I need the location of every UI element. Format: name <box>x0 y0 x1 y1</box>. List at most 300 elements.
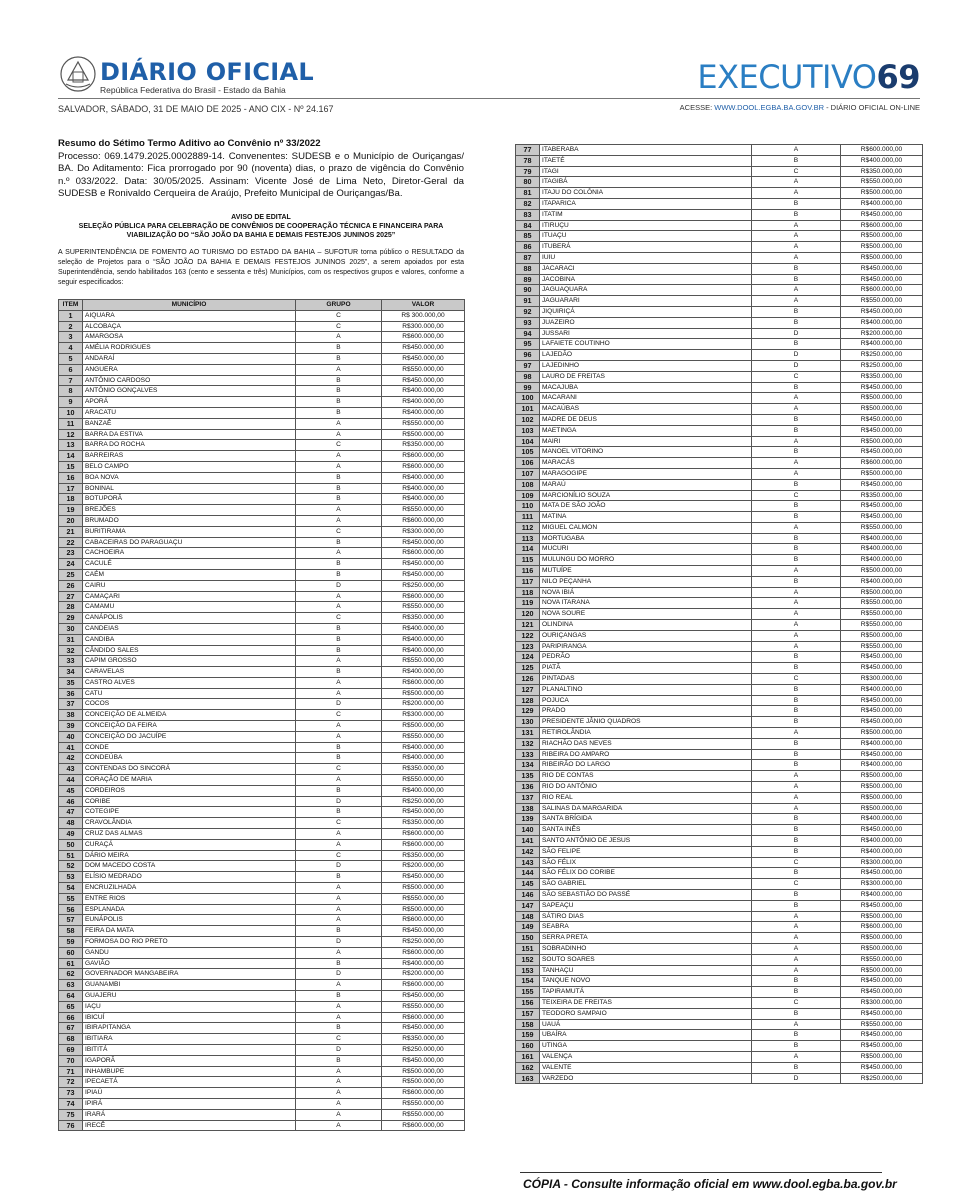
row-valor: R$500.000,00 <box>382 1077 465 1088</box>
row-municipio: SOUTO SOARES <box>540 954 752 965</box>
row-valor: R$600.000,00 <box>841 285 923 296</box>
row-municipio: ITAETÉ <box>540 155 752 166</box>
row-valor: R$450.000,00 <box>382 353 465 364</box>
table-row <box>516 1041 923 1052</box>
row-item-number: 62 <box>59 969 83 980</box>
row-grupo: B <box>752 317 841 328</box>
row-item-number: 102 <box>516 414 540 425</box>
row-municipio: ITAGI <box>540 166 752 177</box>
row-item-number: 87 <box>516 252 540 263</box>
row-grupo: A <box>752 792 841 803</box>
newspaper-brand: DIÁRIO OFICIAL <box>100 58 314 86</box>
table-row <box>516 371 923 382</box>
table-row <box>516 252 923 263</box>
row-municipio: IBITIARA <box>83 1034 296 1045</box>
row-grupo: D <box>296 861 382 872</box>
table-row <box>59 958 465 969</box>
row-item-number: 133 <box>516 749 540 760</box>
row-municipio: DOM MACEDO COSTA <box>83 861 296 872</box>
row-grupo: B <box>296 494 382 505</box>
table-row <box>59 991 465 1002</box>
row-grupo: B <box>752 447 841 458</box>
row-grupo: A <box>752 296 841 307</box>
row-valor: R$600.000,00 <box>841 458 923 469</box>
row-item-number: 69 <box>59 1044 83 1055</box>
row-item-number: 108 <box>516 479 540 490</box>
row-municipio: MULUNGU DO MORRO <box>540 555 752 566</box>
table-row <box>59 731 465 742</box>
table-header-row <box>59 300 465 311</box>
row-item-number: 14 <box>59 451 83 462</box>
row-municipio: TEIXEIRA DE FREITAS <box>540 997 752 1008</box>
access-url-link[interactable]: WWW.DOOL.EGBA.BA.GOV.BR <box>714 103 825 112</box>
table-row <box>59 461 465 472</box>
table-row <box>59 742 465 753</box>
row-grupo: A <box>752 965 841 976</box>
table-row <box>516 717 923 728</box>
row-item-number: 12 <box>59 429 83 440</box>
row-municipio: CONDEÚBA <box>83 753 296 764</box>
row-grupo: B <box>752 1041 841 1052</box>
row-valor: R$450.000,00 <box>841 976 923 987</box>
row-municipio: CÂNDIDO SALES <box>83 645 296 656</box>
row-valor: R$600.000,00 <box>382 829 465 840</box>
row-valor: R$450.000,00 <box>841 825 923 836</box>
row-item-number: 143 <box>516 857 540 868</box>
column-header-municipio: MUNICÍPIO <box>83 300 296 311</box>
table-row <box>59 969 465 980</box>
table-row <box>516 879 923 890</box>
row-item-number: 51 <box>59 850 83 861</box>
row-item-number: 149 <box>516 922 540 933</box>
row-municipio: PARIPIRANGA <box>540 641 752 652</box>
header-divider <box>58 98 920 99</box>
table-row <box>516 933 923 944</box>
row-item-number: 74 <box>59 1098 83 1109</box>
table-row <box>59 1120 465 1131</box>
row-item-number: 58 <box>59 926 83 937</box>
row-item-number: 70 <box>59 1055 83 1066</box>
row-municipio: GAVIÃO <box>83 958 296 969</box>
table-row <box>516 274 923 285</box>
row-valor: R$450.000,00 <box>841 414 923 425</box>
row-valor: R$600.000,00 <box>841 220 923 231</box>
row-valor: R$550.000,00 <box>841 296 923 307</box>
table-row <box>516 360 923 371</box>
table-row <box>516 782 923 793</box>
table-row <box>59 569 465 580</box>
table-row <box>59 1066 465 1077</box>
row-valor: R$450.000,00 <box>382 991 465 1002</box>
row-municipio: ITIRUÇU <box>540 220 752 231</box>
table-row <box>59 710 465 721</box>
row-item-number: 78 <box>516 155 540 166</box>
row-grupo: A <box>752 566 841 577</box>
row-municipio: FEIRA DA MATA <box>83 926 296 937</box>
row-valor: R$400.000,00 <box>841 339 923 350</box>
table-row <box>59 1001 465 1012</box>
row-municipio: JACOBINA <box>540 274 752 285</box>
table-row <box>59 1055 465 1066</box>
row-valor: R$250.000,00 <box>841 350 923 361</box>
row-grupo: B <box>752 198 841 209</box>
row-municipio: CARAVELAS <box>83 667 296 678</box>
row-item-number: 134 <box>516 760 540 771</box>
row-municipio: OURIÇANGAS <box>540 630 752 641</box>
row-valor: R$500.000,00 <box>382 429 465 440</box>
row-valor: R$500.000,00 <box>841 933 923 944</box>
row-grupo: B <box>752 836 841 847</box>
row-item-number: 101 <box>516 404 540 415</box>
row-grupo: D <box>752 328 841 339</box>
row-valor: R$350.000,00 <box>382 613 465 624</box>
row-municipio: PIATÃ <box>540 663 752 674</box>
table-row <box>59 1098 465 1109</box>
row-valor: R$450.000,00 <box>841 749 923 760</box>
row-grupo: A <box>752 598 841 609</box>
row-grupo: B <box>752 155 841 166</box>
row-valor: R$400.000,00 <box>841 814 923 825</box>
table-row <box>59 429 465 440</box>
table-row <box>59 893 465 904</box>
row-item-number: 60 <box>59 947 83 958</box>
row-municipio: AMARGOSA <box>83 332 296 343</box>
row-valor: R$350.000,00 <box>841 371 923 382</box>
row-grupo: B <box>296 785 382 796</box>
row-valor: R$500.000,00 <box>841 943 923 954</box>
row-valor: R$ 300.000,00 <box>382 310 465 321</box>
row-valor: R$250.000,00 <box>841 1073 923 1084</box>
table-row <box>516 738 923 749</box>
row-item-number: 40 <box>59 731 83 742</box>
row-item-number: 142 <box>516 846 540 857</box>
row-grupo: B <box>752 695 841 706</box>
row-grupo: A <box>296 947 382 958</box>
table-row <box>516 458 923 469</box>
row-item-number: 115 <box>516 555 540 566</box>
row-grupo: A <box>752 242 841 253</box>
row-grupo: C <box>752 879 841 890</box>
row-grupo: A <box>752 728 841 739</box>
row-grupo: A <box>752 922 841 933</box>
table-row <box>516 490 923 501</box>
row-grupo: A <box>752 188 841 199</box>
table-row <box>59 407 465 418</box>
column-header-item: ITEM <box>59 300 83 311</box>
row-municipio: CORAÇÃO DE MARIA <box>83 775 296 786</box>
row-valor: R$400.000,00 <box>382 472 465 483</box>
row-valor: R$450.000,00 <box>841 512 923 523</box>
row-municipio: CATU <box>83 688 296 699</box>
row-grupo: A <box>296 332 382 343</box>
table-row <box>59 699 465 710</box>
row-valor: R$500.000,00 <box>841 587 923 598</box>
row-valor: R$300.000,00 <box>382 321 465 332</box>
row-item-number: 156 <box>516 997 540 1008</box>
table-row <box>59 915 465 926</box>
table-row <box>516 728 923 739</box>
row-municipio: BOA NOVA <box>83 472 296 483</box>
table-row <box>59 580 465 591</box>
row-grupo: C <box>752 857 841 868</box>
row-municipio: ENCRUZILHADA <box>83 883 296 894</box>
row-grupo: A <box>752 620 841 631</box>
table-row <box>516 997 923 1008</box>
table-row <box>59 472 465 483</box>
row-municipio: MATA DE SÃO JOÃO <box>540 501 752 512</box>
table-row <box>59 1088 465 1099</box>
row-grupo: B <box>296 537 382 548</box>
row-municipio: IUIU <box>540 252 752 263</box>
row-valor: R$550.000,00 <box>841 598 923 609</box>
row-grupo: A <box>296 451 382 462</box>
row-grupo: B <box>752 263 841 274</box>
row-municipio: TANQUE NOVO <box>540 976 752 987</box>
row-valor: R$450.000,00 <box>382 1023 465 1034</box>
table-row <box>516 803 923 814</box>
row-municipio: MAIRI <box>540 436 752 447</box>
row-grupo: B <box>752 209 841 220</box>
row-valor: R$250.000,00 <box>382 580 465 591</box>
row-valor: R$400.000,00 <box>382 645 465 656</box>
row-municipio: JAGUARARI <box>540 296 752 307</box>
row-grupo: B <box>752 868 841 879</box>
table-row <box>59 332 465 343</box>
row-item-number: 67 <box>59 1023 83 1034</box>
row-municipio: BOTUPORÃ <box>83 494 296 505</box>
table-row <box>516 674 923 685</box>
row-grupo: A <box>296 1012 382 1023</box>
row-grupo: A <box>296 429 382 440</box>
row-grupo: D <box>752 1073 841 1084</box>
row-municipio: VALENÇA <box>540 1051 752 1062</box>
row-municipio: SANTA INÊS <box>540 825 752 836</box>
row-item-number: 42 <box>59 753 83 764</box>
row-municipio: SÃO SEBASTIÃO DO PASSÉ <box>540 889 752 900</box>
row-item-number: 71 <box>59 1066 83 1077</box>
row-item-number: 8 <box>59 386 83 397</box>
row-valor: R$450.000,00 <box>841 663 923 674</box>
row-municipio: SERRA PRETA <box>540 933 752 944</box>
row-valor: R$550.000,00 <box>841 609 923 620</box>
row-item-number: 82 <box>516 198 540 209</box>
row-item-number: 114 <box>516 544 540 555</box>
row-municipio: MARCIONÍLIO SOUZA <box>540 490 752 501</box>
row-municipio: PLANALTINO <box>540 684 752 695</box>
row-item-number: 68 <box>59 1034 83 1045</box>
row-municipio: CACHOEIRA <box>83 548 296 559</box>
table-row <box>59 1034 465 1045</box>
row-grupo: C <box>752 997 841 1008</box>
row-item-number: 31 <box>59 634 83 645</box>
row-item-number: 88 <box>516 263 540 274</box>
row-valor: R$400.000,00 <box>841 555 923 566</box>
row-municipio: GANDU <box>83 947 296 958</box>
table-row <box>59 537 465 548</box>
row-municipio: CAÉM <box>83 569 296 580</box>
row-municipio: CAPIM GROSSO <box>83 656 296 667</box>
row-municipio: IPIAÚ <box>83 1088 296 1099</box>
table-row <box>516 760 923 771</box>
row-item-number: 25 <box>59 569 83 580</box>
row-item-number: 9 <box>59 397 83 408</box>
row-grupo: B <box>752 501 841 512</box>
row-municipio: UAUÁ <box>540 1019 752 1030</box>
row-valor: R$400.000,00 <box>382 386 465 397</box>
dateline: SALVADOR, SÁBADO, 31 DE MAIO DE 2025 - ANO CIX - Nº 24.167 <box>58 104 334 114</box>
row-item-number: 57 <box>59 915 83 926</box>
row-municipio: VALENTE <box>540 1062 752 1073</box>
table-row <box>59 526 465 537</box>
row-item-number: 32 <box>59 645 83 656</box>
row-grupo: B <box>752 414 841 425</box>
table-row <box>516 1073 923 1084</box>
row-item-number: 23 <box>59 548 83 559</box>
row-grupo: B <box>296 569 382 580</box>
row-grupo: B <box>752 339 841 350</box>
access-prefix: ACESSE: <box>679 103 715 112</box>
row-valor: R$350.000,00 <box>841 490 923 501</box>
table-row <box>516 641 923 652</box>
table-row <box>516 792 923 803</box>
row-municipio: NOVA IBIÁ <box>540 587 752 598</box>
row-item-number: 113 <box>516 533 540 544</box>
row-valor: R$450.000,00 <box>841 479 923 490</box>
row-item-number: 98 <box>516 371 540 382</box>
row-municipio: AIQUARA <box>83 310 296 321</box>
row-item-number: 11 <box>59 418 83 429</box>
row-grupo: A <box>296 677 382 688</box>
row-municipio: ITAGIBÁ <box>540 177 752 188</box>
row-item-number: 46 <box>59 796 83 807</box>
row-item-number: 1 <box>59 310 83 321</box>
row-grupo: D <box>752 350 841 361</box>
row-item-number: 122 <box>516 630 540 641</box>
row-grupo: A <box>752 220 841 231</box>
row-valor: R$550.000,00 <box>841 1019 923 1030</box>
row-municipio: ANDARAÍ <box>83 353 296 364</box>
table-row <box>516 987 923 998</box>
row-item-number: 33 <box>59 656 83 667</box>
row-valor: R$450.000,00 <box>841 274 923 285</box>
row-valor: R$450.000,00 <box>382 375 465 386</box>
row-municipio: JAGUAQUARA <box>540 285 752 296</box>
row-valor: R$500.000,00 <box>382 721 465 732</box>
row-valor: R$450.000,00 <box>841 209 923 220</box>
row-municipio: MANOEL VITORINO <box>540 447 752 458</box>
row-item-number: 20 <box>59 515 83 526</box>
row-grupo: C <box>296 818 382 829</box>
row-valor: R$450.000,00 <box>382 537 465 548</box>
row-grupo: B <box>296 397 382 408</box>
row-valor: R$600.000,00 <box>382 461 465 472</box>
row-valor: R$600.000,00 <box>382 947 465 958</box>
row-valor: R$500.000,00 <box>382 1066 465 1077</box>
row-municipio: GUAJERU <box>83 991 296 1002</box>
table-row <box>59 591 465 602</box>
notice-heading: AVISO DE EDITAL <box>231 213 291 221</box>
row-grupo: A <box>752 231 841 242</box>
row-valor: R$450.000,00 <box>382 569 465 580</box>
row-grupo: A <box>296 591 382 602</box>
row-grupo: A <box>752 285 841 296</box>
table-row <box>59 623 465 634</box>
row-item-number: 93 <box>516 317 540 328</box>
row-grupo: D <box>296 969 382 980</box>
table-row <box>516 209 923 220</box>
row-grupo: B <box>296 483 382 494</box>
table-row <box>59 764 465 775</box>
table-row <box>516 889 923 900</box>
row-grupo: B <box>296 753 382 764</box>
row-municipio: VARZEDO <box>540 1073 752 1084</box>
row-municipio: NILO PEÇANHA <box>540 576 752 587</box>
row-municipio: LAJEDINHO <box>540 360 752 371</box>
table-row <box>516 771 923 782</box>
row-valor: R$400.000,00 <box>841 155 923 166</box>
table-row <box>59 1044 465 1055</box>
row-valor: R$250.000,00 <box>841 360 923 371</box>
row-grupo: B <box>752 479 841 490</box>
row-valor: R$400.000,00 <box>382 634 465 645</box>
row-item-number: 97 <box>516 360 540 371</box>
row-item-number: 89 <box>516 274 540 285</box>
row-item-number: 37 <box>59 699 83 710</box>
row-municipio: SÃO FELIPE <box>540 846 752 857</box>
row-item-number: 123 <box>516 641 540 652</box>
row-item-number: 110 <box>516 501 540 512</box>
row-item-number: 83 <box>516 209 540 220</box>
row-municipio: CAIRU <box>83 580 296 591</box>
row-grupo: B <box>752 576 841 587</box>
table-row <box>516 198 923 209</box>
row-item-number: 5 <box>59 353 83 364</box>
row-municipio: SÃO FÉLIX <box>540 857 752 868</box>
row-grupo: B <box>296 407 382 418</box>
row-item-number: 30 <box>59 623 83 634</box>
row-item-number: 105 <box>516 447 540 458</box>
row-grupo: A <box>752 630 841 641</box>
row-item-number: 43 <box>59 764 83 775</box>
row-grupo: A <box>752 803 841 814</box>
row-grupo: A <box>752 933 841 944</box>
row-valor: R$400.000,00 <box>841 760 923 771</box>
row-item-number: 119 <box>516 598 540 609</box>
row-municipio: COTEGIPE <box>83 807 296 818</box>
row-grupo: B <box>296 559 382 570</box>
row-valor: R$350.000,00 <box>382 440 465 451</box>
table-row <box>59 656 465 667</box>
row-valor: R$600.000,00 <box>382 839 465 850</box>
table-row <box>59 904 465 915</box>
brand-subtitle: República Federativa do Brasil - Estado da Bahia <box>100 85 286 95</box>
row-municipio: ELÍSIO MEDRADO <box>83 872 296 883</box>
summary-block <box>58 138 464 201</box>
row-item-number: 139 <box>516 814 540 825</box>
row-municipio: MATINA <box>540 512 752 523</box>
table-row <box>59 1077 465 1088</box>
row-item-number: 63 <box>59 980 83 991</box>
row-municipio: JUAZEIRO <box>540 317 752 328</box>
row-grupo: A <box>296 688 382 699</box>
row-valor: R$450.000,00 <box>841 900 923 911</box>
row-item-number: 56 <box>59 904 83 915</box>
table-row <box>516 555 923 566</box>
row-item-number: 111 <box>516 512 540 523</box>
footer-copy-notice: CÓPIA - Consulte informação oficial em www.dool.egba.ba.gov.br <box>523 1177 897 1191</box>
row-municipio: SAPEAÇU <box>540 900 752 911</box>
row-municipio: MORTUGABA <box>540 533 752 544</box>
